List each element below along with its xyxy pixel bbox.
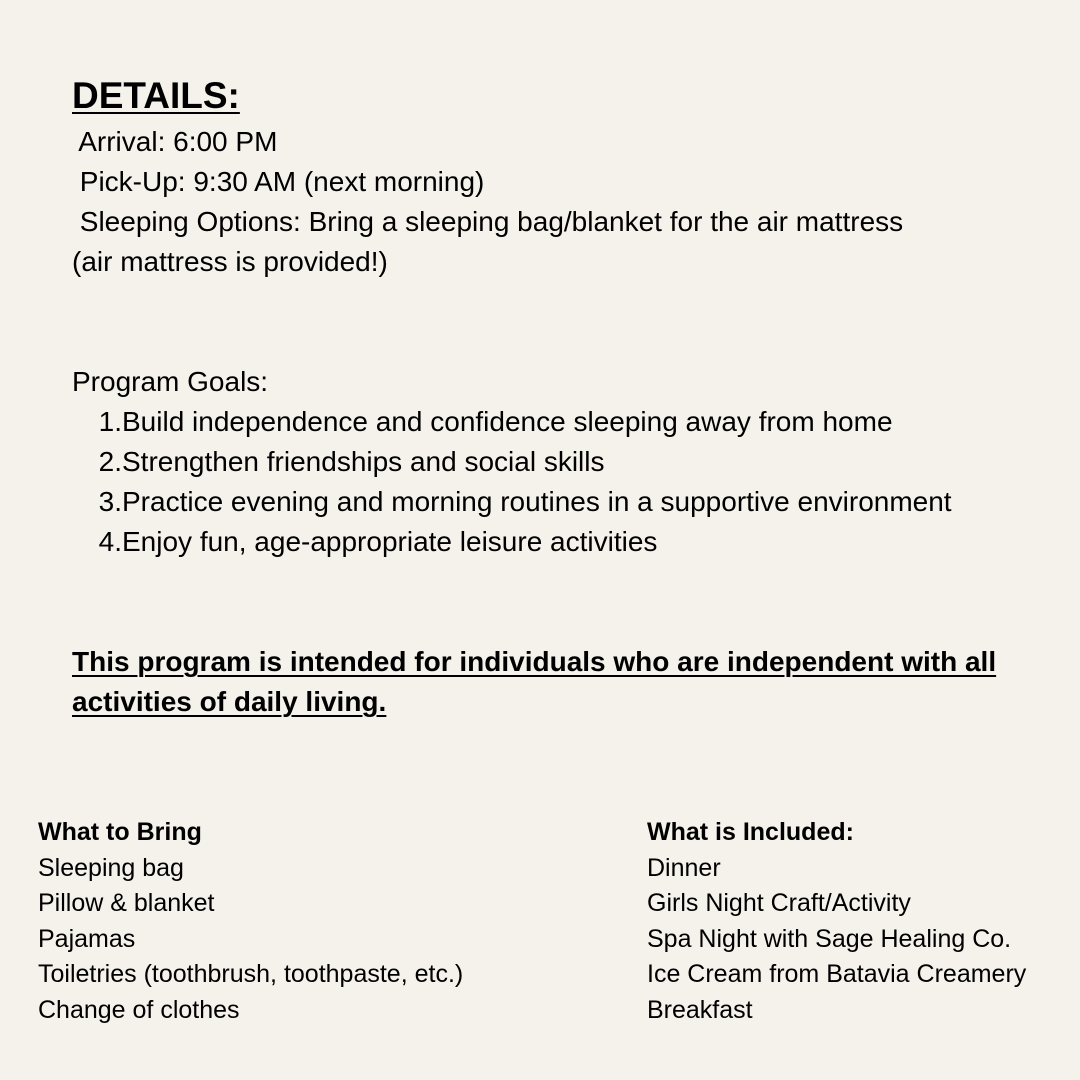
goal-item [72,482,952,522]
details-heading: DETAILS: [72,75,240,116]
list-item: Sleeping bag [38,853,184,882]
goal-number: 1. [98,406,122,437]
goal-text: Strengthen friendships and social skills [122,446,605,477]
list-item: Ice Cream from Batavia Creamery [647,960,1027,988]
what-is-included-list [647,851,1026,1029]
what-to-bring-section [38,815,463,1028]
goal-item [72,442,952,482]
goal-number: 3. [98,486,122,517]
list-item: Spa Night with Sage Healing Co. [647,924,1012,953]
list-item: Dinner [647,853,721,882]
what-to-bring-title: What to Bring [38,818,202,846]
list-item: Pillow & blanket [38,889,215,917]
list-item: Girls Night Craft/Activity [647,889,911,917]
what-to-bring-list [38,851,463,1029]
pickup-line: Pick-Up: 9:30 AM (next morning) [72,166,485,197]
goal-text: Build independence and confidence sleeping away from home [122,406,893,437]
goal-item [72,402,952,442]
goal-text: Practice evening and morning routines in a supportive environment [122,486,952,517]
independence-notice: This program is intended for individuals who are independent with all activities of daily living. [72,646,997,717]
list-item: Pajamas [38,924,136,953]
list-item: Breakfast [647,995,753,1024]
goal-text: Enjoy fun, age-appropriate leisure activities [122,526,658,557]
what-is-included-section [647,815,1026,1028]
goal-item [72,522,952,562]
details-block [72,122,903,282]
program-goals-list [72,402,952,562]
program-goals-title: Program Goals: [72,366,269,397]
arrival-line: Arrival: 6:00 PM [72,126,278,157]
goal-number: 4. [98,526,122,557]
list-item: Toiletries (toothbrush, toothpaste, etc.) [38,960,464,988]
goal-number: 2. [98,446,122,477]
what-is-included-title: What is Included: [647,818,854,846]
air-mattress-note: (air mattress is provided!) [72,246,388,277]
list-item: Change of clothes [38,995,240,1024]
sleeping-options-line: Sleeping Options: Bring a sleeping bag/blanket for the air mattress [72,206,904,237]
